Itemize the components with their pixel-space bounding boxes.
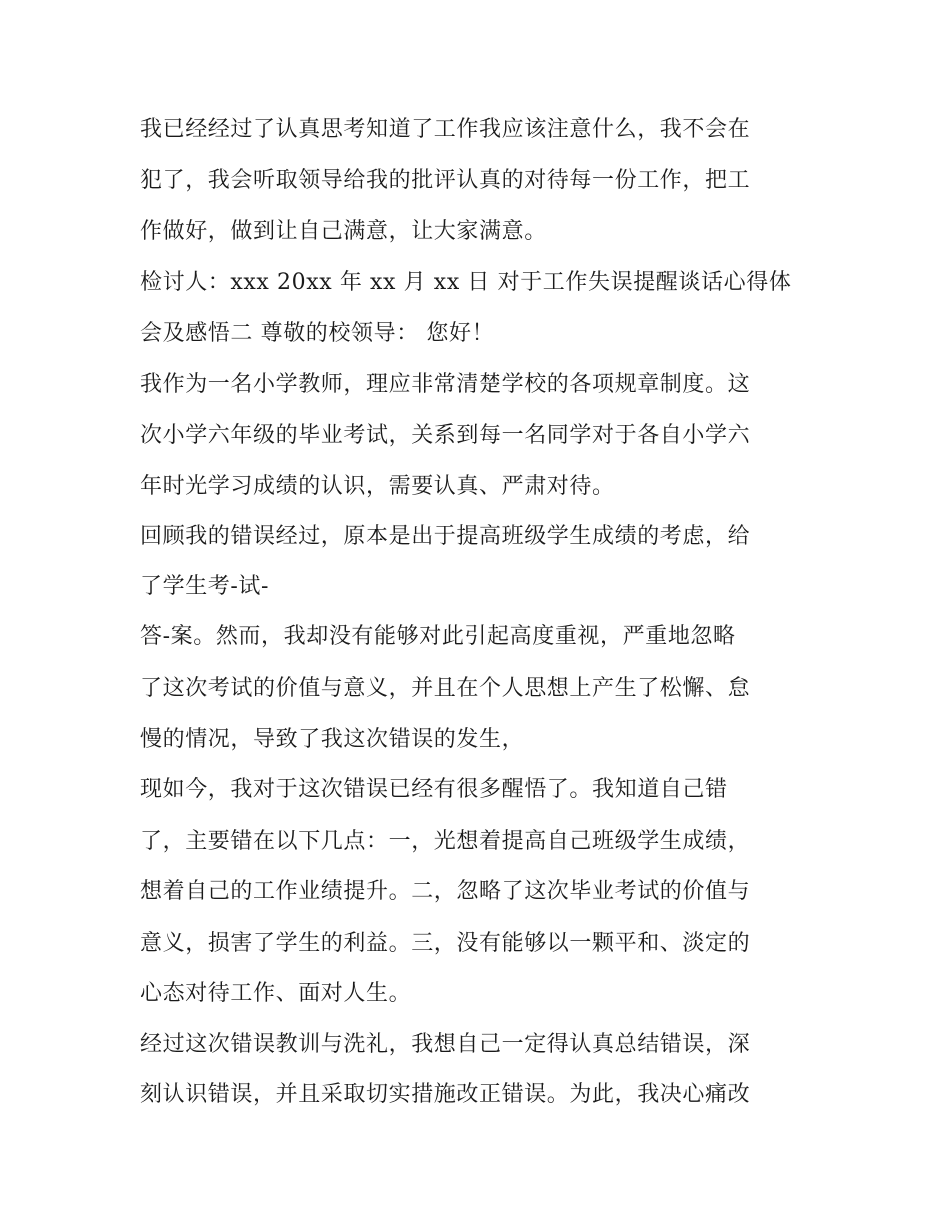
text-line: 慢的情况，导致了我这次错误的发生， xyxy=(140,727,525,752)
text-line: 我作为一名小学教师，理应非常清楚学校的各项规章制度。这 xyxy=(140,372,751,397)
text-line: 检讨人：xxx 20xx 年 xx 月 xx 日 对于工作失误提醒谈话心得体 xyxy=(140,270,792,295)
text-line: 了学生考-试- xyxy=(140,574,270,599)
text-line: 想着自己的工作业绩提升。二，忽略了这次毕业考试的价值与 xyxy=(140,879,751,904)
text-line: 了，主要错在以下几点：一，光想着提高自己班级学生成绩， xyxy=(140,829,751,854)
text-line: 我已经经过了认真思考知道了工作我应该注意什么，我不会在 xyxy=(140,117,751,142)
text-line: 答-案。然而，我却没有能够对此引起高度重视，严重地忽略 xyxy=(140,624,736,649)
text-line: 了这次考试的价值与意义，并且在个人思想上产生了松懈、怠 xyxy=(140,676,751,701)
text-line: 回顾我的错误经过，原本是出于提高班级学生成绩的考虑，给 xyxy=(140,524,751,549)
text-line: 会及感悟二 尊敬的校领导： 您好！ xyxy=(140,321,495,346)
text-line: 犯了，我会听取领导给我的批评认真的对待每一份工作，把工 xyxy=(140,168,751,193)
text-line: 作做好，做到让自己满意，让大家满意。 xyxy=(140,219,547,244)
text-line: 刻认识错误，并且采取切实措施改正错误。为此，我决心痛改 xyxy=(140,1082,751,1107)
text-line: 意义，损害了学生的利益。三，没有能够以一颗平和、淡定的 xyxy=(140,931,751,956)
text-line: 次小学六年级的毕业考试，关系到每一名同学对于各自小学六 xyxy=(140,423,751,448)
text-line: 年时光学习成绩的认识，需要认真、严肃对待。 xyxy=(140,474,615,499)
text-line: 心态对待工作、面对人生。 xyxy=(140,981,412,1006)
text-line: 现如今，我对于这次错误已经有很多醒悟了。我知道自己错 xyxy=(140,777,728,802)
text-line: 经过这次错误教训与洗礼，我想自己一定得认真总结错误，深 xyxy=(140,1032,751,1057)
